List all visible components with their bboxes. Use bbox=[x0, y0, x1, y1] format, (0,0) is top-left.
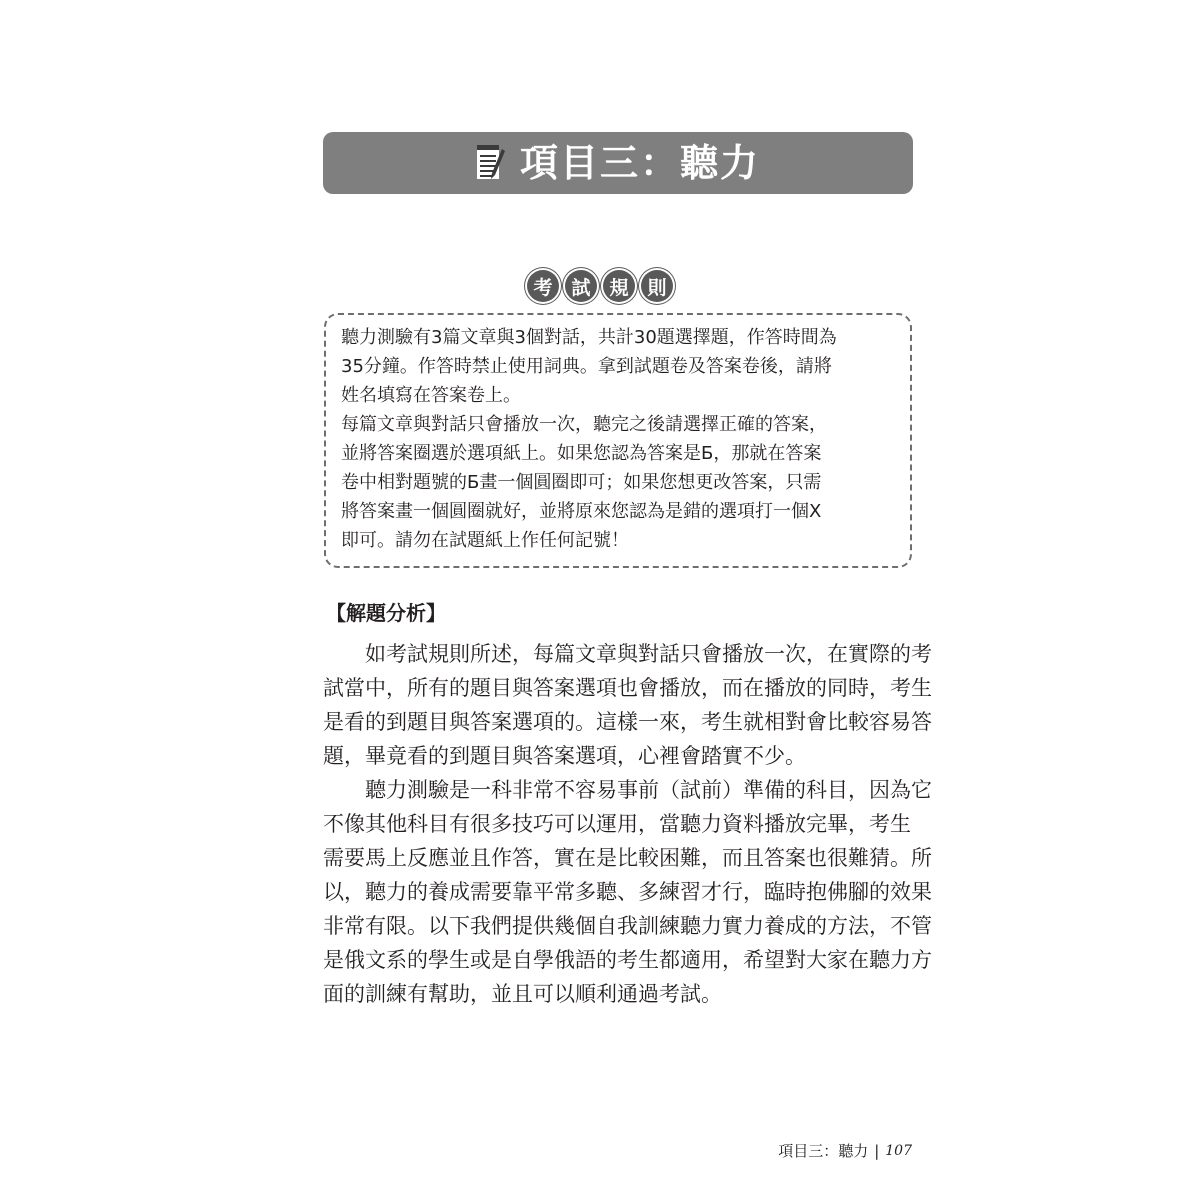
analysis-paragraph-1 bbox=[323, 637, 932, 773]
rules-line: 每篇文章與對話只會播放一次，聽完之後請選擇正確的答案， bbox=[341, 414, 827, 435]
paragraph-line: 題，畢竟看的到題目與答案選項，心裡會踏實不少。 bbox=[323, 744, 806, 768]
paragraph-line: 需要馬上反應並且作答，實在是比較困難，而且答案也很難猜。所 bbox=[323, 846, 932, 870]
rules-line: 將答案畫一個圓圈就好，並將原來您認為是錯的選項打一個X bbox=[341, 501, 822, 522]
paragraph-line: 如考試規則所述，每篇文章與對話只會播放一次，在實際的考 bbox=[365, 642, 932, 666]
rules-line: 姓名填寫在答案卷上。 bbox=[341, 385, 521, 406]
paragraph-line: 聽力測驗是一科非常不容易事前（試前）準備的科目，因為它 bbox=[365, 778, 932, 802]
section-title: 項目三：聽力 bbox=[519, 140, 760, 185]
paragraph-line: 是看的到題目與答案選項的。這樣一來，考生就相對會比較容易答 bbox=[323, 710, 932, 734]
rules-heading-char: 試 bbox=[565, 270, 597, 302]
footer-separator: | bbox=[874, 1141, 880, 1160]
notepad-icon bbox=[476, 145, 506, 181]
page-footer bbox=[778, 1140, 912, 1161]
paragraph-line: 是俄文系的學生或是自學俄語的考生都適用，希望對大家在聽力方 bbox=[323, 948, 932, 972]
paragraph-line: 面的訓練有幫助，並且可以順利通過考試。 bbox=[323, 982, 722, 1006]
paragraph-line: 不像其他科目有很多技巧可以運用，當聽力資料播放完畢，考生 bbox=[323, 812, 911, 836]
rules-line: 並將答案圈選於選項紙上。如果您認為答案是Б，那就在答案 bbox=[341, 443, 822, 464]
rules-heading bbox=[0, 270, 1200, 302]
rules-heading-char: 考 bbox=[527, 270, 559, 302]
rules-heading-char: 規 bbox=[603, 270, 635, 302]
footer-section-title: 項目三：聽力 bbox=[778, 1142, 869, 1160]
rules-box bbox=[324, 313, 912, 568]
paragraph-line: 非常有限。以下我們提供幾個自我訓練聽力實力養成的方法，不管 bbox=[323, 914, 932, 938]
rules-line: 卷中相對題號的Б畫一個圓圈即可；如果您想更改答案，只需 bbox=[341, 472, 822, 493]
paragraph-line: 試當中，所有的題目與答案選項也會播放，而在播放的同時，考生 bbox=[323, 676, 932, 700]
rules-line: 35分鐘。作答時禁止使用詞典。拿到試題卷及答案卷後，請將 bbox=[341, 356, 832, 377]
section-title-bar bbox=[323, 132, 913, 194]
section-title-inner bbox=[476, 140, 760, 185]
rules-line: 聽力測驗有3篇文章與3個對話，共計30題選擇題，作答時間為 bbox=[341, 327, 837, 348]
paragraph-line: 以，聽力的養成需要靠平常多聽、多練習才行，臨時抱佛腳的效果 bbox=[323, 880, 932, 904]
page-number: 107 bbox=[885, 1142, 912, 1159]
analysis-paragraph-2 bbox=[323, 773, 932, 1011]
analysis-heading: 【解題分析】 bbox=[326, 601, 446, 625]
rules-line: 即可。請勿在試題紙上作任何記號！ bbox=[341, 530, 629, 551]
rules-heading-char: 則 bbox=[641, 270, 673, 302]
